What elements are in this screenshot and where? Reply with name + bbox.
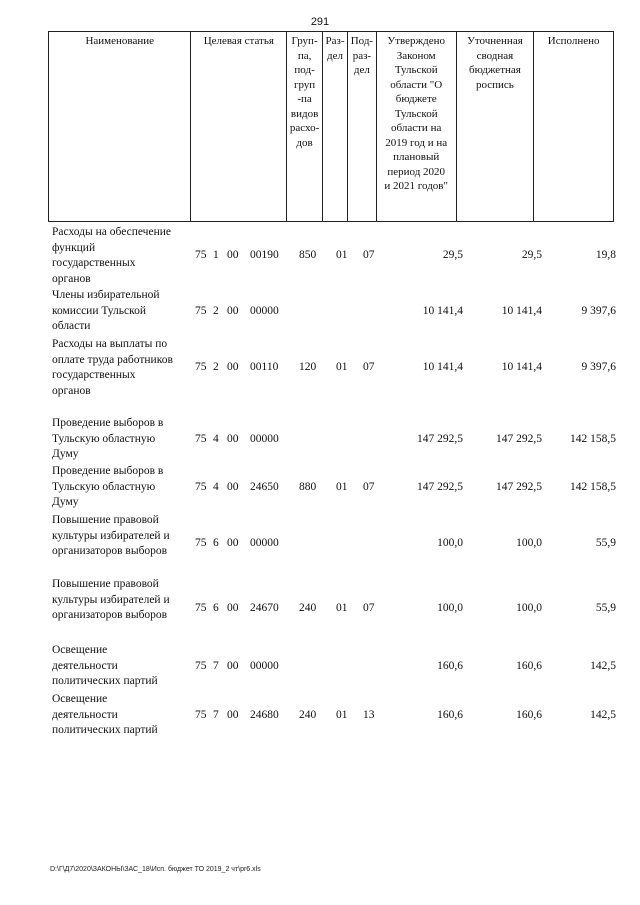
- row-code-2: 4: [213, 433, 219, 445]
- row-code-1: 75: [195, 433, 207, 445]
- row-code-3: 00: [227, 709, 239, 721]
- row-executed: 55,9: [595, 537, 616, 549]
- row-code-4: 00110: [250, 361, 279, 373]
- row-specified: 147 292,5: [496, 481, 542, 493]
- row-code-1: 75: [195, 361, 207, 373]
- row-section: 01: [336, 481, 348, 493]
- row-specified: 29,5: [521, 249, 542, 261]
- row-code-2: 1: [213, 249, 219, 261]
- header-specified: Уточненная сводная бюджетная роспись: [456, 32, 534, 221]
- row-group: 120: [299, 361, 317, 373]
- row-approved: 100,0: [437, 602, 463, 614]
- header-group: Груп- па, под- груп -па видов расхо- дов: [286, 32, 322, 221]
- header-subsection: Под- раз- дел: [347, 32, 376, 221]
- header-approved: Утверждено Законом Тульской области "О бюджете Тульской области на 2019 год и на плановый период 2020 и 2021 годов": [376, 32, 456, 221]
- row-specified: 10 141,4: [501, 305, 542, 317]
- row-code-1: 75: [195, 537, 207, 549]
- row-code-3: 00: [227, 602, 239, 614]
- row-name: Освещение деятельности политических партий: [52, 644, 158, 687]
- row-group: 880: [299, 481, 317, 493]
- row-code-4: 00000: [250, 305, 279, 317]
- row-name: Расходы на обеспечение функций государственных органов: [52, 226, 171, 285]
- row-section: 01: [336, 709, 348, 721]
- row-code-3: 00: [227, 537, 239, 549]
- row-name: Освещение деятельности политических партий: [52, 693, 158, 736]
- row-section: 01: [336, 249, 348, 261]
- row-code-3: 00: [227, 481, 239, 493]
- row-specified: 100,0: [516, 537, 542, 549]
- row-executed: 142 158,5: [570, 433, 616, 445]
- file-path-footer: D:\Г\Д7\2020\ЗАКОНЫ\ЗАС_18\Исп. бюджет ТО 2019_2 чт\pr6.xls: [50, 866, 261, 873]
- row-approved: 100,0: [437, 537, 463, 549]
- row-code-2: 2: [213, 305, 219, 317]
- row-executed: 55,9: [595, 602, 616, 614]
- row-executed: 142,5: [590, 660, 616, 672]
- row-code-4: 00000: [250, 433, 279, 445]
- row-executed: 142,5: [590, 709, 616, 721]
- row-approved: 147 292,5: [417, 433, 463, 445]
- row-code-1: 75: [195, 709, 207, 721]
- row-approved: 29,5: [442, 249, 463, 261]
- row-approved: 10 141,4: [422, 361, 463, 373]
- row-name: Проведение выборов в Тульскую областную Думу: [52, 465, 164, 508]
- row-code-2: 4: [213, 481, 219, 493]
- row-code-4: 00190: [250, 249, 279, 261]
- row-executed: 9 397,6: [581, 305, 616, 317]
- row-name: Повышение правовой культуры избирателей и организаторов выборов: [52, 578, 170, 621]
- row-name: Проведение выборов в Тульскую областную Думу: [52, 417, 164, 460]
- row-approved: 160,6: [437, 660, 463, 672]
- row-specified: 100,0: [516, 602, 542, 614]
- row-section: 01: [336, 602, 348, 614]
- row-code-1: 75: [195, 602, 207, 614]
- row-subsection: 07: [363, 481, 375, 493]
- row-code-4: 24670: [250, 602, 279, 614]
- row-executed: 9 397,6: [581, 361, 616, 373]
- header-section: Раз- дел: [322, 32, 347, 221]
- row-code-4: 00000: [250, 537, 279, 549]
- row-group: 240: [299, 709, 317, 721]
- row-section: 01: [336, 361, 348, 373]
- row-code-1: 75: [195, 249, 207, 261]
- row-executed: 19,8: [595, 249, 616, 261]
- row-code-1: 75: [195, 305, 207, 317]
- row-specified: 147 292,5: [496, 433, 542, 445]
- row-code-2: 6: [213, 602, 219, 614]
- row-code-3: 00: [227, 361, 239, 373]
- row-code-3: 00: [227, 433, 239, 445]
- row-code-2: 7: [213, 660, 219, 672]
- row-subsection: 07: [363, 602, 375, 614]
- row-code-2: 7: [213, 709, 219, 721]
- row-code-4: 00000: [250, 660, 279, 672]
- row-group: 240: [299, 602, 317, 614]
- row-code-2: 6: [213, 537, 219, 549]
- row-name: Расходы на выплаты по оплате труда работников государственных органов: [52, 338, 173, 397]
- row-code-1: 75: [195, 481, 207, 493]
- row-code-1: 75: [195, 660, 207, 672]
- row-approved: 160,6: [437, 709, 463, 721]
- row-subsection: 07: [363, 249, 375, 261]
- row-specified: 160,6: [516, 660, 542, 672]
- header-executed: Исполнено: [533, 32, 613, 221]
- row-code-3: 00: [227, 660, 239, 672]
- row-code-3: 00: [227, 305, 239, 317]
- row-code-4: 24680: [250, 709, 279, 721]
- row-specified: 160,6: [516, 709, 542, 721]
- row-approved: 147 292,5: [417, 481, 463, 493]
- row-name: Повышение правовой культуры избирателей и организаторов выборов: [52, 514, 170, 557]
- row-code-2: 2: [213, 361, 219, 373]
- page-number: 291: [310, 16, 330, 28]
- row-specified: 10 141,4: [501, 361, 542, 373]
- row-group: 850: [299, 249, 317, 261]
- row-subsection: 13: [363, 709, 375, 721]
- row-subsection: 07: [363, 361, 375, 373]
- header-target-article: Целевая статья: [190, 32, 286, 221]
- row-name: Члены избирательной комиссии Тульской области: [52, 289, 160, 332]
- row-code-3: 00: [227, 249, 239, 261]
- row-code-4: 24650: [250, 481, 279, 493]
- header-name: Наименование: [85, 35, 154, 47]
- row-approved: 10 141,4: [422, 305, 463, 317]
- row-executed: 142 158,5: [570, 481, 616, 493]
